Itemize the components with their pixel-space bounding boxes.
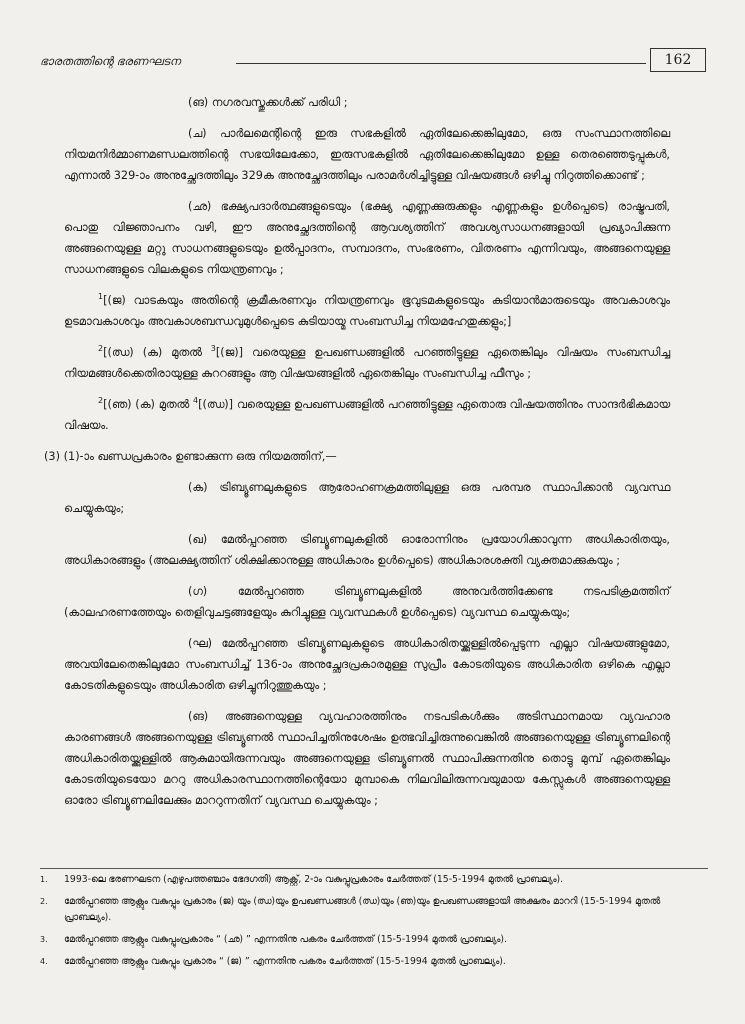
footnote <box>40 872 708 888</box>
footnote-ref: 4 <box>192 396 199 406</box>
footnote <box>40 894 708 926</box>
footnote-number: 4. <box>40 957 48 966</box>
body-text <box>44 92 671 821</box>
clause-jha <box>64 342 670 384</box>
clause-ja <box>64 290 670 332</box>
clause-chha <box>64 196 670 280</box>
running-title: ഭാരതത്തിന്റെ ഭരണഘടന <box>40 54 181 68</box>
clause-text: അങ്ങനെയുള്ള വ്യവഹാരത്തിനും നടപടികൾക്കും അടിസ്ഥാനമായ വ്യവഹാര കാരണങ്ങൾ അങ്ങനെയുള്ള ട്രിബ്യൂണൽ സ്ഥാപിച്ചതിനുശേഷം ഉത്ഭവിച്ചിരുന്നുവെങ്കിൽ അങ്ങനെയുള്ള ട്രിബ്യൂണലിന്റെ അധികാരിതയ്ക്കുള്ളിൽ ആകുമായിരുന്നവയും അങ്ങനെയുള്ള ട്രിബ്യൂണൽ സ്ഥാപിക്കുന്നതിനു തൊട്ടു മുമ്പ് ഏതെങ്കിലും കോടതിയുടെയോ മററു അധികാരസ്ഥാനത്തിന്റെയോ മുമ്പാകെ നിലവിലിരുന്നവയുമായ കേസ്സുകൾ അങ്ങനെയുള്ള ഓരോ ട്രിബ്യൂണലിലേക്കും മാററുന്നതിന് വ്യവസ്ഥ ചെയ്യുകയും ; <box>64 710 671 807</box>
clause-text: [(ഝ)] വരെയുള്ള ഉപഖണ്ഡങ്ങളിൽ പറഞ്ഞിട്ടുള്ള ഏതൊരു വിഷയത്തിനും സാന്ദർഭികമായ വിഷയം. <box>64 398 670 432</box>
footnote-ref: 3 <box>210 344 216 354</box>
clause-text: ട്രിബ്യൂണലുകളുടെ ആരോഹണക്രമത്തിലുള്ള ഒരു പരമ്പര സ്ഥാപിക്കാൻ വ്യവസ്ഥ ചെയ്യുകയും; <box>64 481 671 515</box>
header-rule <box>236 63 646 64</box>
footnote-ref: 2 <box>98 344 104 354</box>
subclause-ga <box>64 581 670 623</box>
footnote-divider <box>40 868 708 869</box>
clause-label: (ക) <box>188 481 208 494</box>
footnote-text: മേൽപ്പറഞ്ഞ ആക്റ്റും വകുപ്പും പ്രകാരം “ (ജ) ” എന്നതിനു പകരം ചേർത്തത് (15-5-1994 മുതൽ പ്രാബല്യം). <box>64 956 506 967</box>
footnote-number: 1. <box>40 875 48 884</box>
clause-nja <box>64 394 670 436</box>
clause-label: (ങ) <box>188 710 209 723</box>
clause-text: ഭക്ഷ്യപദാർത്ഥങ്ങളുടെയും (ഭക്ഷ്യ എണ്ണക്കുരുക്കളും എണ്ണകളും ഉൾപ്പെടെ) രാഷ്ട്രപതി, പൊതു വിജ്ഞാപനം വഴി, ഈ അനുച്ഛേദത്തിന്റെ ആവശ്യത്തിന് അവശ്യസാധനങ്ങളായി പ്രഖ്യാപിക്കുന്ന അങ്ങനെയുള്ള മറ്റു സാധനങ്ങളുടെയും ഉൽപ്പാദനം, സമ്പാദനം, സംഭരണം, വിതരണം എന്നിവയും, അങ്ങനെയുള്ള സാധനങ്ങളുടെ വിലകളുടെ നിയന്ത്രണവും ; <box>64 200 670 276</box>
footnote <box>40 932 708 948</box>
subclause-nga <box>64 706 670 811</box>
clause-label: (ഛ) <box>188 200 212 213</box>
clause-text-prefix: [(ഝ) (ക) മുതൽ <box>103 346 211 359</box>
page-number: 162 <box>650 48 706 72</box>
clause-label: (ങ) <box>188 96 209 109</box>
clause-label: (ഘ) <box>188 637 212 650</box>
footnote-text: മേൽപ്പറഞ്ഞ ആക്റ്റും വകുപ്പും പ്രകാരം (ജ) യും (ഝ)യും ഉപഖണ്ഡങ്ങൾ (ഝ)യും (ഞ)യും ഉപഖണ്ഡങ്ങളായി അക്ഷരം മാററി (15-5-1994 മുതൽ പ്രാബല്യം). <box>64 896 661 923</box>
footnotes <box>40 872 708 976</box>
subclause-gha <box>64 633 670 696</box>
footnote-ref: 2 <box>98 396 104 406</box>
subclause-ka <box>64 477 670 519</box>
footnote <box>40 954 708 970</box>
footnote-number: 2. <box>40 897 48 906</box>
footnote-text: മേൽപ്പറഞ്ഞ ആക്റ്റും വകുപ്പുംപ്രകാരം “ (ഛ) ” എന്നതിനു പകരം ചേർത്തത് (15-5-1994 മുതൽ പ്രാബല്യം). <box>64 934 507 945</box>
clause-nga <box>64 92 670 113</box>
clause-label: (ച) <box>188 127 207 140</box>
footnote-ref: 1 <box>98 292 104 302</box>
clause-text: [(ജ)] വരെയുള്ള ഉപഖണ്ഡങ്ങളിൽ പറഞ്ഞിട്ടുള്ള ഏതെങ്കിലും വിഷയം സംബന്ധിച്ച നിയമങ്ങൾക്കെതിരായുള്ള കുററങ്ങളും ആ വിഷയങ്ങളിൽ ഏതെങ്കിലും സംബന്ധിച്ച ഫീസും ; <box>64 346 670 380</box>
clause-label: (ഖ) <box>188 533 208 546</box>
footnote-text: 1993-ലെ ഭരണഘടന (എഴുപത്തഞ്ചാം ഭേദഗതി) ആക്റ്റ്, 2-ാം വകുപ്പുപ്രകാരം ചേർത്തത് (15-5-1994 മുതൽ പ്രാബല്യം). <box>64 874 564 885</box>
clause-text: പാർലമെന്റിന്റെ ഇരു സഭകളിൽ ഏതിലേക്കെങ്കിലുമോ, ഒരു സംസ്ഥാനത്തിലെ നിയമനിർമ്മാണമണ്ഡലത്തിന്റെ സഭയിലേക്കോ, ഇരുസഭകളിൽ ഏതിലേക്കെങ്കിലുമോ ഉള്ള തെരഞ്ഞെടുപ്പുകൾ, എന്നാൽ 329-ാം അനുച്ഛേദത്തിലും 329ക അനുച്ഛേദത്തിലും പരാമർശിച്ചിട്ടുള്ള വിഷയങ്ങൾ ഒഴിച്ചു നിറുത്തിക്കൊണ്ട് ; <box>64 127 670 182</box>
clause-3-heading: (3) (1)-ാം ഖണ്ഡപ്രകാരം ഉണ്ടാക്കുന്ന ഒരു നിയമത്തിന്,— <box>44 450 337 463</box>
clause-text: മേൽപ്പറഞ്ഞ ട്രിബ്യൂണലുകളിൽ അനുവർത്തിക്കേണ്ട നടപടിക്രമത്തിന് (കാലഹരണത്തേയും തെളിവുചട്ടങ്ങളേയും കുറിച്ചുള്ള വ്യവസ്ഥകൾ ഉൾപ്പെടെ) വ്യവസ്ഥ ചെയ്യുകയും; <box>64 585 670 619</box>
clause-text-prefix: [(ഞ) (ക) മുതൽ <box>103 398 193 411</box>
clause-text: നഗരവസ്തുക്കൾക്ക് പരിധി ; <box>211 96 348 109</box>
page-header <box>40 48 706 74</box>
clause-text: മേൽപ്പറഞ്ഞ ട്രിബ്യൂണലുകളിൽ ഓരോന്നിനും പ്രയോഗിക്കാവുന്ന അധികാരിതയും, അധികാരങ്ങളും (അലക്ഷ്യത്തിന് ശിക്ഷിക്കാനുള്ള അധികാരം ഉൾപ്പെടെ) അധികാരശക്തി വ്യക്തമാക്കുകയും ; <box>64 533 670 567</box>
footnote-number: 3. <box>40 935 48 944</box>
clause-label: (ഗ) <box>188 585 208 598</box>
subclause-kha <box>64 529 670 571</box>
clause-cha <box>64 123 670 186</box>
clause-text: മേൽപ്പറഞ്ഞ ട്രിബ്യൂണലുകളുടെ അധികാരിതയ്ക്കുള്ളിൽപ്പെടുന്ന എല്ലാ വിഷയങ്ങളുമോ, അവയിലേതെങ്കിലുമോ സംബന്ധിച്ച് 136-ാം അനുച്ഛേദപ്രകാരമുള്ള സുപ്രീം കോടതിയുടെ അധികാരിത ഒഴികെ എല്ലാ കോടതികളുടെയും അധികാരിത ഒഴിച്ചുനിറുത്തുകയും ; <box>64 637 670 692</box>
clause-text: [(ജ) വാടകയും അതിന്റെ ക്രമീകരണവും നിയന്ത്രണവും ഭൂവുടമകളുടെയും കുടിയാൻമാരുടെയും അവകാശവും ഉടമാവകാശവും അവകാശബന്ധവുമുൾപ്പെടെ കുടിയായ്മ സംബന്ധിച്ച നിയമഹേതുക്കളും;] <box>64 294 670 328</box>
